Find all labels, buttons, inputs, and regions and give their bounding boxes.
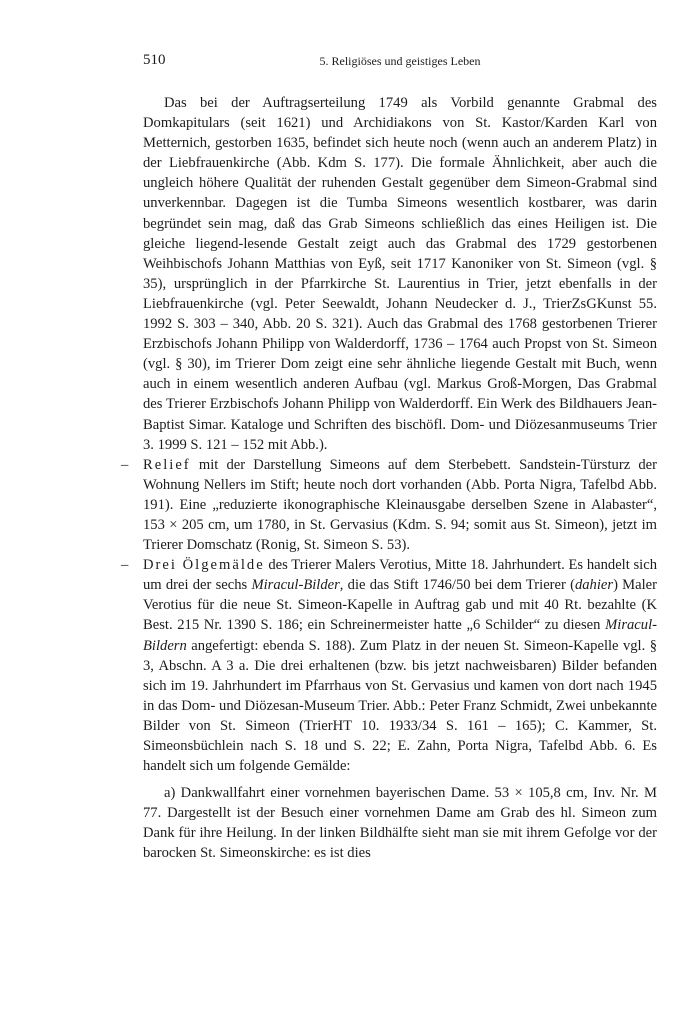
running-head <box>143 52 657 72</box>
entry-text: ) Maler Verotius für die neue St. Simeon-Kapelle in Auftrag gab und mit 40 Rt. bezahlte (K Best. 215 Nr. 1390 S. 186; ein Schreinermeister hatte „6 Schilder“ zu diesen <box>143 577 657 634</box>
paragraph: Das bei der Auftragserteilung 1749 als Vorbild genannte Grabmal des Domkapitulars (seit 1621) und Archidiakons von St. Kastor/Karden Karl von Metternich, gestorben 1635, befindet sich heute noch (wenn auch an anderem Platz) in der Liebfrauenkirche (Abb. Kdm S. 177). Die formale Ähnlichkeit, aber auch die ungleich höhere Qualität der ruhenden Gestalt gegenüber dem Simeon-Grabmal sind unverkennbar. Dagegen ist die Tumba Simeons wesentlich kostbarer, was darin begründet sein mag, daß das Grab Simeons schließlich das eines Heiligen ist. Die gleiche liegend-lesende Gestalt zeigt auch das Grabmal des 1729 gestorbenen Weihbischofs Johann Matthias von Eyß, seit 1717 Kanoniker von St. Simeon (vgl. § 35), ursprünglich in der Pfarrkirche St. Laurentius in Trier, jetzt ebenfalls in der Liebfrauenkirche (vgl. Peter Seewaldt, Johann Neudecker d. J., TrierZsGKunst 55. 1992 S. 303 – 340, Abb. 20 S. 321). Auch das Grabmal des 1768 gestorbenen Trierer Erzbischofs Johann Philipp von Walderdorff, 1736 – 1764 auch Propst von St. Simeon (vgl. § 30), im Trierer Dom zeigt eine sehr ähnliche liegende Gestalt mit Buch, wenn auch in einem wesentlich anderen Aufbau (vgl. Markus Groß-Morgen, Das Grabmal des Trierer Erzbischofs Johann Philipp von Walderdorff. Ein Werk des Bildhauers Jean-Baptist Simar. Kataloge und Schriften des bischöfl. Dom- und Diözesanmuseums Trier 3. 1999 S. 121 – 152 mit Abb.). <box>143 95 657 453</box>
entry-keyword: Relief <box>143 456 191 473</box>
body-text <box>121 93 657 864</box>
sub-item-a: a) Dankwallfahrt einer vornehmen bayerischen Dame. 53 × 105,8 cm, Inv. Nr. M 77. Dargestellt ist der Besuch einer vornehmen Dame am Grab des hl. Simeon zum Dank für ihre Heilung. In der linken Bildhälfte sieht man sie mit ihrem Gefolge vor der barocken St. Simeonskirche: es ist dies <box>143 785 657 862</box>
entry-text: , die das Stift 1746/50 bei dem Trierer ( <box>339 577 575 594</box>
italic-term: dahier <box>574 577 614 594</box>
list-item <box>121 555 657 776</box>
section-title: 5. Religiöses und geistiges Leben <box>319 54 481 68</box>
entry-text: des Trierer Malers Verotius, Mitte 18. Jahrhundert. Es handelt sich um drei der sechs <box>143 557 657 594</box>
list-dash: – <box>121 456 129 473</box>
page-number: 510 <box>143 52 166 68</box>
entry-text: mit der Darstellung Simeons auf dem Sterbebett. Sandstein-Türsturz der Wohnung Nellers im Stift; heute noch dort vorhanden (Abb. Porta Nigra, Tafelbd Abb. 191). Eine „reduzierte ikonographische Kleinausgabe derselben Szene in Alabaster“, 153 × 205 cm, um 1780, in St. Gervasius (Kdm. S. 94; somit aus St. Simeon), jetzt im Trierer Domschatz (Ronig, St. Simeon S. 53). <box>143 456 657 554</box>
italic-term: Miracul-Bildern <box>143 617 657 654</box>
entry-keyword: Drei Ölgemälde <box>143 557 265 574</box>
italic-term: Miracul-Bilder <box>251 577 340 594</box>
entry-text: angefertigt: ebenda S. 188). Zum Platz in der neuen St. Simeon-Kapelle vgl. § 3, Abschn. A 3 a. Die drei erhaltenen (bzw. bis jetzt nachweisbaren) Bilder befanden sich im 19. Jahrhundert im Pfarrhaus von St. Gervasius und kamen von dort nach 1945 in das Dom- und Diözesan-Museum Trier. Abb.: Peter Franz Schmidt, Zwei unbekannte Bilder von St. Simeon (TrierHT 10. 1933/34 S. 161 – 165); C. Kammer, St. Simeonsbüchlein nach S. 18 und S. 22; E. Zahn, Porta Nigra, Tafelbd Abb. 6. Es handelt sich um folgende Gemälde: <box>143 637 657 775</box>
list-item <box>121 455 657 555</box>
list-dash: – <box>121 557 129 574</box>
